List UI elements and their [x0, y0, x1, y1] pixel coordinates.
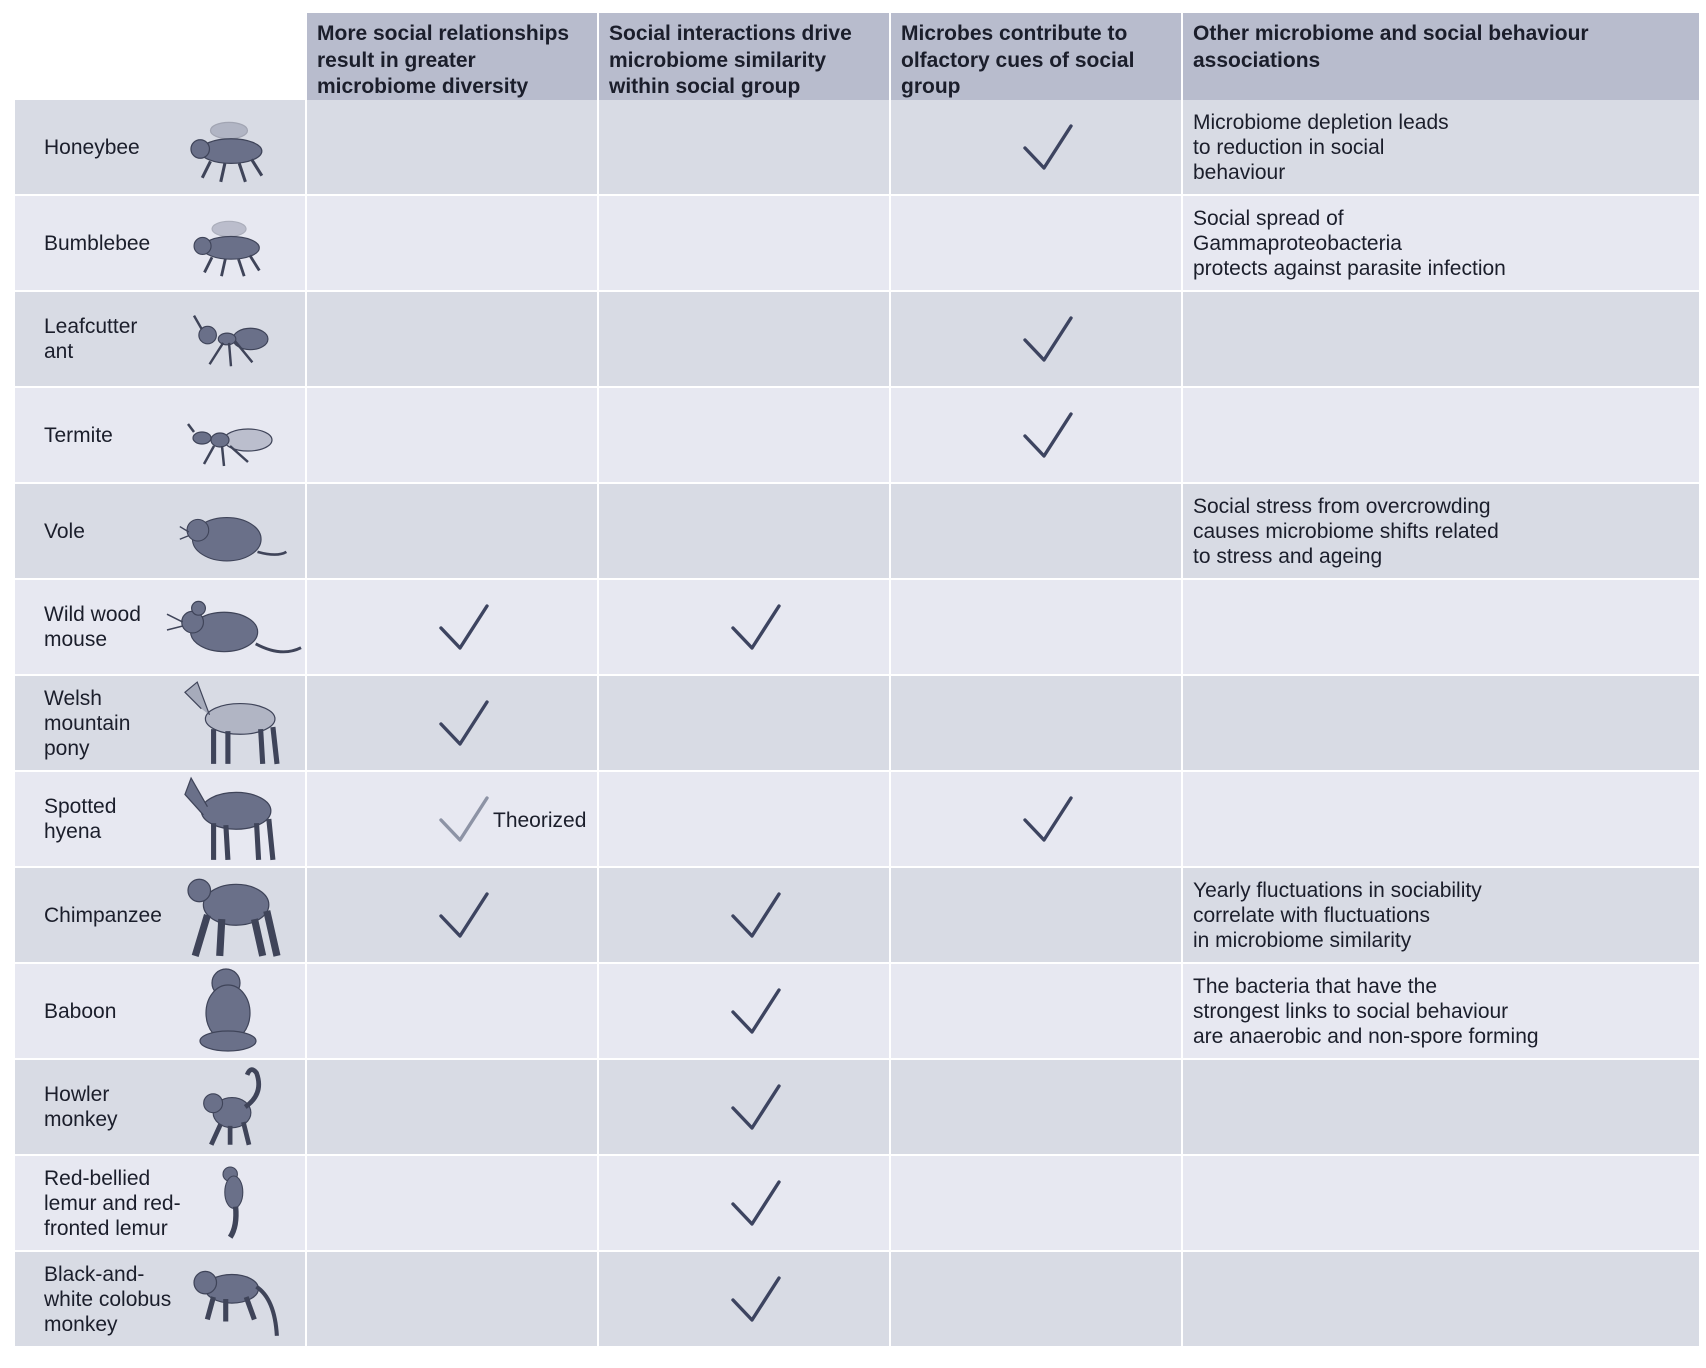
check-icon — [728, 984, 784, 1038]
table-cell — [599, 1060, 889, 1154]
table-cell — [1183, 964, 1699, 1058]
baboon-icon — [198, 966, 258, 1056]
species-cell — [15, 964, 305, 1058]
table-cell — [307, 676, 597, 770]
species-name: Wild wood mouse — [44, 603, 141, 651]
table-cell — [891, 1252, 1181, 1346]
howler-monkey-icon — [198, 1062, 266, 1152]
check-icon — [1020, 120, 1076, 174]
species-cell — [15, 580, 305, 674]
column-header-3: Microbes contribute to olfactory cues of social group — [891, 13, 1181, 108]
table-cell — [307, 100, 597, 194]
honeybee-icon — [180, 110, 280, 186]
species-name: Termite — [44, 424, 113, 447]
species-cell — [15, 676, 305, 770]
table-cell — [891, 580, 1181, 674]
table-cell — [891, 676, 1181, 770]
check-icon — [436, 888, 492, 942]
leafcutter-ant-icon — [178, 302, 282, 374]
species-cell — [15, 196, 305, 290]
table-row — [15, 292, 1699, 386]
table-row — [15, 964, 1699, 1058]
table-cell — [599, 580, 889, 674]
table-cell — [1183, 580, 1699, 674]
wood-mouse-icon — [165, 586, 303, 670]
check-icon — [728, 1272, 784, 1326]
table-cell — [1183, 868, 1699, 962]
table-row — [15, 1060, 1699, 1154]
table-cell — [599, 868, 889, 962]
theorized-label: Theorized — [493, 809, 587, 832]
table-cell — [891, 196, 1181, 290]
species-name: Red-bellied lemur and red- fronted lemur — [44, 1167, 181, 1240]
bumblebee-icon — [178, 210, 282, 280]
table-cell — [1183, 1156, 1699, 1250]
table-cell — [1183, 1060, 1699, 1154]
check-icon — [728, 600, 784, 654]
table-cell — [1183, 772, 1699, 866]
table-cell — [1183, 388, 1699, 482]
species-cell — [15, 772, 305, 866]
table-cell — [599, 196, 889, 290]
species-cell — [15, 100, 305, 194]
table-cell — [599, 1252, 889, 1346]
table-cell — [1183, 676, 1699, 770]
table-cell — [1183, 100, 1699, 194]
table-cell — [599, 676, 889, 770]
lemur-icon — [214, 1160, 250, 1246]
table-cell — [891, 772, 1181, 866]
table-cell — [307, 1156, 597, 1250]
table-row — [15, 484, 1699, 578]
pony-icon — [180, 678, 284, 768]
species-cell — [15, 484, 305, 578]
table-cell — [307, 1252, 597, 1346]
table-cell — [599, 292, 889, 386]
association-note: Social stress from overcrowding causes microbiome shifts related to stress and ageing — [1193, 495, 1499, 568]
table-cell — [599, 772, 889, 866]
species-cell — [15, 868, 305, 962]
table-cell — [307, 580, 597, 674]
table-cell — [1183, 196, 1699, 290]
table-row — [15, 1252, 1699, 1346]
species-cell — [15, 1060, 305, 1154]
check-icon — [1020, 408, 1076, 462]
table-cell — [891, 964, 1181, 1058]
species-cell — [15, 292, 305, 386]
table-row — [15, 1156, 1699, 1250]
table-cell — [1183, 1252, 1699, 1346]
table-cell — [1183, 484, 1699, 578]
table-cell — [891, 484, 1181, 578]
column-header-2: Social interactions drive microbiome similarity within social group — [599, 13, 889, 108]
species-name: Chimpanzee — [44, 904, 162, 927]
species-name: Spotted hyena — [44, 795, 117, 843]
species-name: Leafcutter ant — [44, 315, 138, 363]
table-cell — [599, 484, 889, 578]
species-name: Vole — [44, 520, 85, 543]
check-icon — [436, 600, 492, 654]
check-icon — [1020, 792, 1076, 846]
table-cell — [307, 1060, 597, 1154]
colobus-monkey-icon — [190, 1254, 286, 1344]
association-note: Social spread of Gammaproteobacteria protects against parasite infection — [1193, 207, 1506, 280]
species-name: Baboon — [44, 1000, 117, 1023]
species-cell — [15, 388, 305, 482]
association-note: Yearly fluctuations in sociability correlate with fluctuations in microbiome similarity — [1193, 879, 1482, 952]
hyena-icon — [182, 774, 282, 864]
table-row — [15, 676, 1699, 770]
table-cell — [307, 388, 597, 482]
table-cell — [891, 868, 1181, 962]
species-name: Honeybee — [44, 136, 140, 159]
table-cell — [307, 868, 597, 962]
header-blank — [15, 13, 305, 108]
table-cell — [891, 1060, 1181, 1154]
table-row — [15, 580, 1699, 674]
table-row — [15, 868, 1699, 962]
column-header-4: Other microbiome and social behaviour associations — [1183, 13, 1699, 108]
table-cell — [307, 484, 597, 578]
species-name: Bumblebee — [44, 232, 151, 255]
chimpanzee-icon — [182, 870, 282, 960]
termite-icon — [182, 402, 282, 472]
table-cell — [599, 1156, 889, 1250]
species-name: Welsh mountain pony — [44, 687, 131, 760]
check-icon — [728, 1080, 784, 1134]
table-cell — [599, 100, 889, 194]
association-note: Microbiome depletion leads to reduction in social behaviour — [1193, 111, 1449, 184]
table-cell — [891, 1156, 1181, 1250]
check-icon — [728, 1176, 784, 1230]
species-cell — [15, 1156, 305, 1250]
vole-icon — [178, 492, 290, 572]
table-cell — [599, 388, 889, 482]
table-row — [15, 196, 1699, 290]
table-cell — [891, 100, 1181, 194]
table-cell — [307, 196, 597, 290]
check-icon — [1020, 312, 1076, 366]
species-name: Black-and- white colobus monkey — [44, 1263, 172, 1336]
association-note: The bacteria that have the strongest links to social behaviour are anaerobic and non-spore forming — [1193, 975, 1539, 1048]
table-cell — [599, 964, 889, 1058]
table-cell — [1183, 292, 1699, 386]
column-header-1: More social relationships result in greater microbiome diversity — [307, 13, 597, 108]
table-cell — [307, 292, 597, 386]
table-row — [15, 100, 1699, 194]
species-cell — [15, 1252, 305, 1346]
table-cell — [891, 292, 1181, 386]
table-cell — [307, 964, 597, 1058]
table-row — [15, 388, 1699, 482]
table-row — [15, 772, 1699, 866]
species-name: Howler monkey — [44, 1083, 118, 1131]
check-theorized-icon — [436, 792, 492, 846]
check-icon — [728, 888, 784, 942]
table-cell — [307, 772, 597, 866]
comparison-table — [15, 13, 1699, 1351]
table-cell — [891, 388, 1181, 482]
check-icon — [436, 696, 492, 750]
